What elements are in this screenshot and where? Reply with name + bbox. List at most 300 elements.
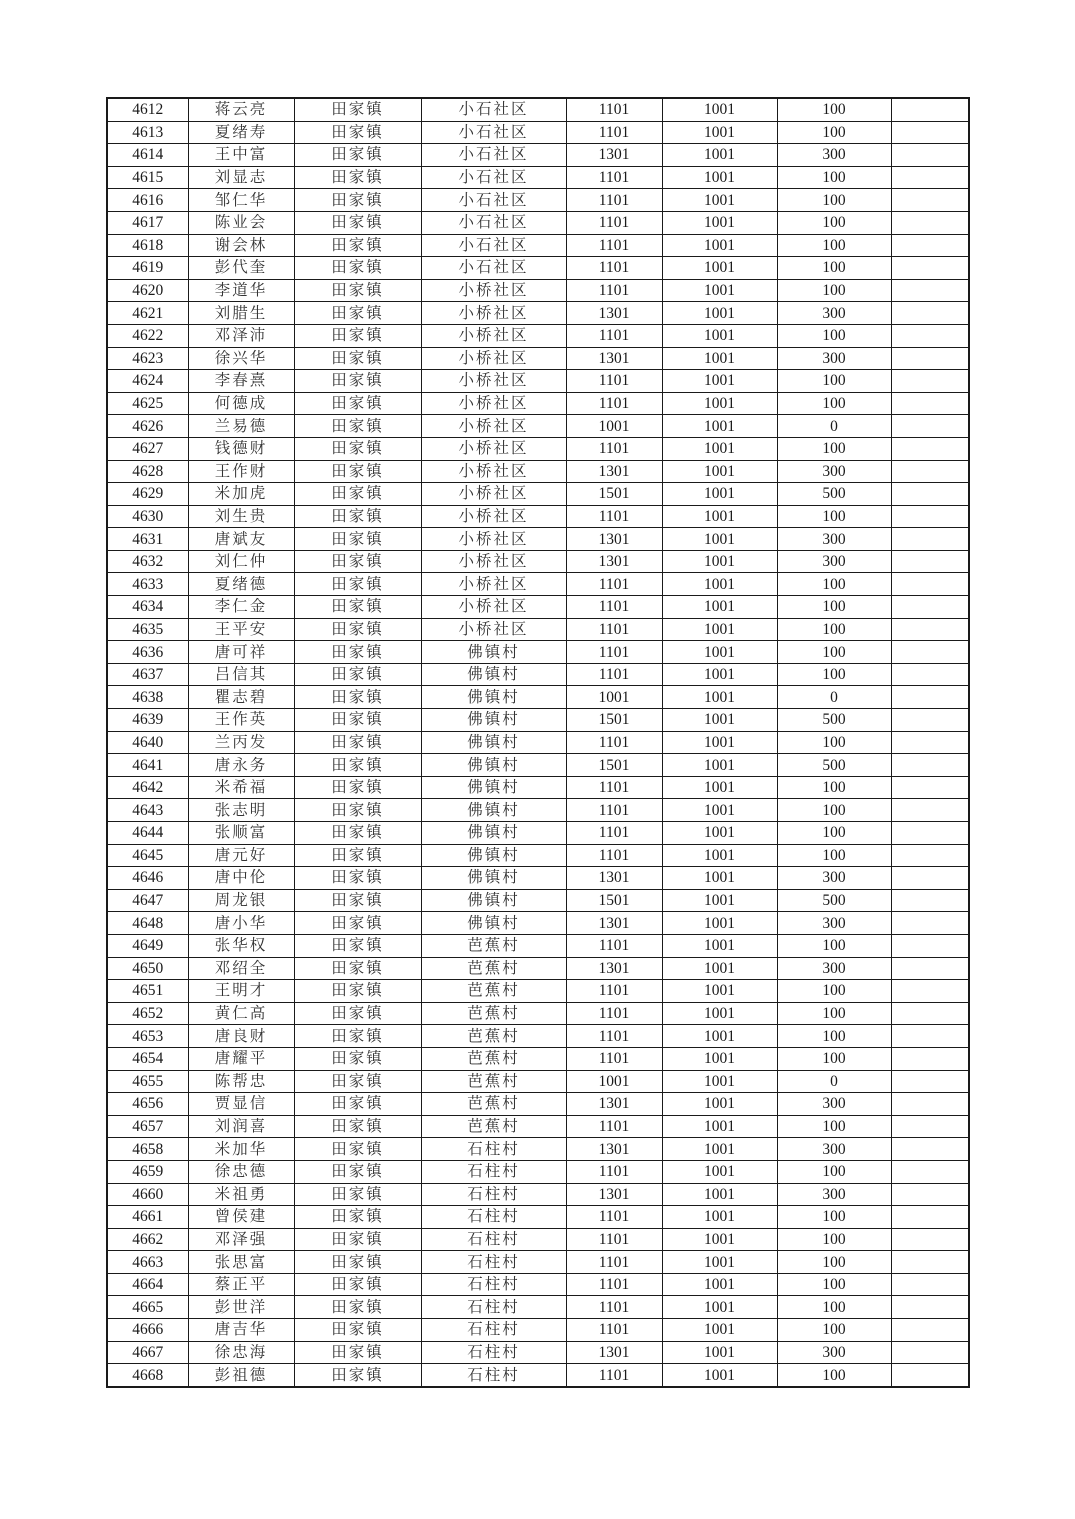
name-cell: 陈帮忠: [188, 1070, 294, 1093]
village-cell: 小石社区: [421, 211, 566, 234]
town-cell: 田家镇: [294, 347, 421, 370]
id-cell: 4660: [107, 1183, 188, 1206]
amount-cell: 100: [777, 596, 891, 619]
table-row: [107, 844, 969, 867]
code-b-cell: 1001: [662, 731, 777, 754]
remark-cell: [891, 867, 969, 890]
name-cell: 钱德财: [188, 437, 294, 460]
amount-cell: 0: [777, 415, 891, 438]
code-b-cell: 1001: [662, 1025, 777, 1048]
town-cell: 田家镇: [294, 1251, 421, 1274]
amount-cell: 100: [777, 1273, 891, 1296]
amount-cell: 300: [777, 1093, 891, 1116]
table-row: [107, 912, 969, 935]
name-cell: 张顺富: [188, 822, 294, 845]
table-row: [107, 934, 969, 957]
remark-cell: [891, 347, 969, 370]
code-b-cell: 1001: [662, 505, 777, 528]
name-cell: 张志明: [188, 799, 294, 822]
remark-cell: [891, 1047, 969, 1070]
code-b-cell: 1001: [662, 912, 777, 935]
village-cell: 小石社区: [421, 98, 566, 121]
id-cell: 4620: [107, 279, 188, 302]
code-a-cell: 1101: [566, 799, 662, 822]
code-b-cell: 1001: [662, 1002, 777, 1025]
name-cell: 米希福: [188, 776, 294, 799]
id-cell: 4617: [107, 211, 188, 234]
village-cell: 小桥社区: [421, 505, 566, 528]
village-cell: 石柱村: [421, 1251, 566, 1274]
town-cell: 田家镇: [294, 189, 421, 212]
name-cell: 何德成: [188, 392, 294, 415]
name-cell: 刘生贵: [188, 505, 294, 528]
town-cell: 田家镇: [294, 1206, 421, 1229]
table-row: [107, 528, 969, 551]
code-b-cell: 1001: [662, 1341, 777, 1364]
remark-cell: [891, 1093, 969, 1116]
village-cell: 小石社区: [421, 121, 566, 144]
village-cell: 小桥社区: [421, 550, 566, 573]
town-cell: 田家镇: [294, 596, 421, 619]
id-cell: 4647: [107, 889, 188, 912]
town-cell: 田家镇: [294, 731, 421, 754]
code-b-cell: 1001: [662, 98, 777, 121]
id-cell: 4658: [107, 1138, 188, 1161]
village-cell: 佛镇村: [421, 822, 566, 845]
amount-cell: 100: [777, 641, 891, 664]
amount-cell: 300: [777, 957, 891, 980]
amount-cell: 100: [777, 1047, 891, 1070]
table-row: [107, 596, 969, 619]
id-cell: 4639: [107, 709, 188, 732]
code-b-cell: 1001: [662, 392, 777, 415]
id-cell: 4624: [107, 370, 188, 393]
remark-cell: [891, 1070, 969, 1093]
village-cell: 小桥社区: [421, 528, 566, 551]
village-cell: 芭蕉村: [421, 1093, 566, 1116]
id-cell: 4622: [107, 324, 188, 347]
village-cell: 小桥社区: [421, 415, 566, 438]
code-b-cell: 1001: [662, 1183, 777, 1206]
code-b-cell: 1001: [662, 867, 777, 890]
table-row: [107, 1364, 969, 1387]
town-cell: 田家镇: [294, 822, 421, 845]
code-b-cell: 1001: [662, 121, 777, 144]
id-cell: 4650: [107, 957, 188, 980]
town-cell: 田家镇: [294, 799, 421, 822]
id-cell: 4626: [107, 415, 188, 438]
remark-cell: [891, 370, 969, 393]
remark-cell: [891, 302, 969, 325]
id-cell: 4666: [107, 1319, 188, 1342]
town-cell: 田家镇: [294, 709, 421, 732]
amount-cell: 100: [777, 505, 891, 528]
id-cell: 4619: [107, 257, 188, 280]
amount-cell: 500: [777, 483, 891, 506]
code-b-cell: 1001: [662, 415, 777, 438]
name-cell: 刘显志: [188, 166, 294, 189]
table-row: [107, 1251, 969, 1274]
name-cell: 刘腊生: [188, 302, 294, 325]
remark-cell: [891, 528, 969, 551]
amount-cell: 0: [777, 686, 891, 709]
id-cell: 4616: [107, 189, 188, 212]
amount-cell: 100: [777, 324, 891, 347]
id-cell: 4665: [107, 1296, 188, 1319]
code-b-cell: 1001: [662, 1047, 777, 1070]
village-cell: 小桥社区: [421, 483, 566, 506]
code-b-cell: 1001: [662, 460, 777, 483]
remark-cell: [891, 799, 969, 822]
amount-cell: 300: [777, 867, 891, 890]
name-cell: 彭祖德: [188, 1364, 294, 1387]
town-cell: 田家镇: [294, 1341, 421, 1364]
amount-cell: 500: [777, 754, 891, 777]
id-cell: 4612: [107, 98, 188, 121]
amount-cell: 100: [777, 980, 891, 1003]
code-b-cell: 1001: [662, 347, 777, 370]
table-row: [107, 1228, 969, 1251]
town-cell: 田家镇: [294, 550, 421, 573]
code-b-cell: 1001: [662, 1251, 777, 1274]
remark-cell: [891, 211, 969, 234]
code-a-cell: 1301: [566, 144, 662, 167]
amount-cell: 300: [777, 550, 891, 573]
remark-cell: [891, 257, 969, 280]
code-a-cell: 1101: [566, 663, 662, 686]
village-cell: 小石社区: [421, 189, 566, 212]
table-row: [107, 144, 969, 167]
town-cell: 田家镇: [294, 776, 421, 799]
code-a-cell: 1501: [566, 889, 662, 912]
table-row: [107, 1206, 969, 1229]
id-cell: 4615: [107, 166, 188, 189]
town-cell: 田家镇: [294, 234, 421, 257]
code-b-cell: 1001: [662, 957, 777, 980]
town-cell: 田家镇: [294, 844, 421, 867]
remark-cell: [891, 686, 969, 709]
code-a-cell: 1301: [566, 550, 662, 573]
code-a-cell: 1501: [566, 754, 662, 777]
amount-cell: 0: [777, 1070, 891, 1093]
name-cell: 唐永务: [188, 754, 294, 777]
code-a-cell: 1101: [566, 573, 662, 596]
name-cell: 王中富: [188, 144, 294, 167]
village-cell: 芭蕉村: [421, 980, 566, 1003]
village-cell: 小桥社区: [421, 596, 566, 619]
amount-cell: 100: [777, 618, 891, 641]
id-cell: 4636: [107, 641, 188, 664]
town-cell: 田家镇: [294, 166, 421, 189]
name-cell: 唐吉华: [188, 1319, 294, 1342]
code-a-cell: 1101: [566, 324, 662, 347]
table-row: [107, 1183, 969, 1206]
id-cell: 4625: [107, 392, 188, 415]
village-cell: 佛镇村: [421, 867, 566, 890]
table-row: [107, 166, 969, 189]
table-row: [107, 709, 969, 732]
code-b-cell: 1001: [662, 754, 777, 777]
name-cell: 夏绪德: [188, 573, 294, 596]
table-row: [107, 867, 969, 890]
amount-cell: 100: [777, 211, 891, 234]
amount-cell: 300: [777, 912, 891, 935]
id-cell: 4632: [107, 550, 188, 573]
table-row: [107, 1138, 969, 1161]
code-a-cell: 1001: [566, 1070, 662, 1093]
id-cell: 4659: [107, 1160, 188, 1183]
village-cell: 石柱村: [421, 1138, 566, 1161]
code-a-cell: 1101: [566, 1206, 662, 1229]
table-row: [107, 1093, 969, 1116]
table-row: [107, 980, 969, 1003]
village-cell: 小桥社区: [421, 460, 566, 483]
code-b-cell: 1001: [662, 1115, 777, 1138]
amount-cell: 100: [777, 934, 891, 957]
town-cell: 田家镇: [294, 934, 421, 957]
code-b-cell: 1001: [662, 1070, 777, 1093]
village-cell: 小桥社区: [421, 370, 566, 393]
remark-cell: [891, 754, 969, 777]
code-a-cell: 1101: [566, 98, 662, 121]
village-cell: 小石社区: [421, 166, 566, 189]
name-cell: 刘仁仲: [188, 550, 294, 573]
town-cell: 田家镇: [294, 1093, 421, 1116]
id-cell: 4633: [107, 573, 188, 596]
id-cell: 4667: [107, 1341, 188, 1364]
name-cell: 夏绪寿: [188, 121, 294, 144]
id-cell: 4630: [107, 505, 188, 528]
code-a-cell: 1101: [566, 279, 662, 302]
code-b-cell: 1001: [662, 1364, 777, 1387]
id-cell: 4652: [107, 1002, 188, 1025]
code-a-cell: 1301: [566, 867, 662, 890]
code-a-cell: 1101: [566, 392, 662, 415]
village-cell: 小桥社区: [421, 618, 566, 641]
table-row: [107, 731, 969, 754]
name-cell: 谢会林: [188, 234, 294, 257]
remark-cell: [891, 1002, 969, 1025]
code-b-cell: 1001: [662, 550, 777, 573]
remark-cell: [891, 279, 969, 302]
name-cell: 蒋云亮: [188, 98, 294, 121]
amount-cell: 300: [777, 1341, 891, 1364]
code-a-cell: 1101: [566, 370, 662, 393]
amount-cell: 300: [777, 460, 891, 483]
code-b-cell: 1001: [662, 618, 777, 641]
town-cell: 田家镇: [294, 1002, 421, 1025]
code-a-cell: 1301: [566, 302, 662, 325]
town-cell: 田家镇: [294, 144, 421, 167]
name-cell: 李道华: [188, 279, 294, 302]
town-cell: 田家镇: [294, 1296, 421, 1319]
amount-cell: 100: [777, 776, 891, 799]
table-row: [107, 776, 969, 799]
code-a-cell: 1301: [566, 528, 662, 551]
code-b-cell: 1001: [662, 844, 777, 867]
document-page: [106, 97, 970, 1388]
code-b-cell: 1001: [662, 799, 777, 822]
code-b-cell: 1001: [662, 663, 777, 686]
village-cell: 佛镇村: [421, 912, 566, 935]
id-cell: 4637: [107, 663, 188, 686]
town-cell: 田家镇: [294, 392, 421, 415]
name-cell: 吕信其: [188, 663, 294, 686]
id-cell: 4640: [107, 731, 188, 754]
id-cell: 4646: [107, 867, 188, 890]
name-cell: 米加华: [188, 1138, 294, 1161]
name-cell: 徐兴华: [188, 347, 294, 370]
remark-cell: [891, 709, 969, 732]
village-cell: 佛镇村: [421, 663, 566, 686]
table-row: [107, 1160, 969, 1183]
amount-cell: 100: [777, 121, 891, 144]
code-a-cell: 1101: [566, 1160, 662, 1183]
code-b-cell: 1001: [662, 596, 777, 619]
id-cell: 4654: [107, 1047, 188, 1070]
id-cell: 4661: [107, 1206, 188, 1229]
id-cell: 4664: [107, 1273, 188, 1296]
remark-cell: [891, 889, 969, 912]
code-a-cell: 1101: [566, 1319, 662, 1342]
remark-cell: [891, 573, 969, 596]
town-cell: 田家镇: [294, 980, 421, 1003]
id-cell: 4634: [107, 596, 188, 619]
code-b-cell: 1001: [662, 483, 777, 506]
remark-cell: [891, 1296, 969, 1319]
remark-cell: [891, 189, 969, 212]
code-a-cell: 1101: [566, 1228, 662, 1251]
name-cell: 陈业会: [188, 211, 294, 234]
name-cell: 米加虎: [188, 483, 294, 506]
town-cell: 田家镇: [294, 686, 421, 709]
table-row: [107, 1341, 969, 1364]
code-a-cell: 1101: [566, 505, 662, 528]
code-a-cell: 1101: [566, 1025, 662, 1048]
table-row: [107, 302, 969, 325]
amount-cell: 100: [777, 844, 891, 867]
table-row: [107, 279, 969, 302]
code-a-cell: 1101: [566, 257, 662, 280]
town-cell: 田家镇: [294, 1047, 421, 1070]
town-cell: 田家镇: [294, 663, 421, 686]
table-row: [107, 257, 969, 280]
code-a-cell: 1301: [566, 1093, 662, 1116]
id-cell: 4642: [107, 776, 188, 799]
id-cell: 4668: [107, 1364, 188, 1387]
code-b-cell: 1001: [662, 1273, 777, 1296]
code-b-cell: 1001: [662, 686, 777, 709]
id-cell: 4657: [107, 1115, 188, 1138]
name-cell: 唐中伦: [188, 867, 294, 890]
id-cell: 4635: [107, 618, 188, 641]
name-cell: 刘润喜: [188, 1115, 294, 1138]
id-cell: 4643: [107, 799, 188, 822]
code-b-cell: 1001: [662, 980, 777, 1003]
code-a-cell: 1101: [566, 1251, 662, 1274]
code-b-cell: 1001: [662, 573, 777, 596]
village-cell: 小桥社区: [421, 573, 566, 596]
town-cell: 田家镇: [294, 460, 421, 483]
amount-cell: 100: [777, 392, 891, 415]
village-cell: 小石社区: [421, 144, 566, 167]
remark-cell: [891, 392, 969, 415]
table-row: [107, 573, 969, 596]
town-cell: 田家镇: [294, 98, 421, 121]
remark-cell: [891, 437, 969, 460]
id-cell: 4662: [107, 1228, 188, 1251]
town-cell: 田家镇: [294, 1364, 421, 1387]
table-row: [107, 211, 969, 234]
code-a-cell: 1101: [566, 121, 662, 144]
code-a-cell: 1101: [566, 211, 662, 234]
id-cell: 4629: [107, 483, 188, 506]
code-b-cell: 1001: [662, 641, 777, 664]
amount-cell: 100: [777, 234, 891, 257]
remark-cell: [891, 1364, 969, 1387]
town-cell: 田家镇: [294, 912, 421, 935]
table-row: [107, 234, 969, 257]
code-b-cell: 1001: [662, 302, 777, 325]
village-cell: 佛镇村: [421, 776, 566, 799]
code-b-cell: 1001: [662, 709, 777, 732]
village-cell: 石柱村: [421, 1160, 566, 1183]
table-row: [107, 121, 969, 144]
table-row: [107, 663, 969, 686]
id-cell: 4621: [107, 302, 188, 325]
village-cell: 芭蕉村: [421, 1070, 566, 1093]
table-row: [107, 550, 969, 573]
name-cell: 邓泽强: [188, 1228, 294, 1251]
name-cell: 唐耀平: [188, 1047, 294, 1070]
town-cell: 田家镇: [294, 1160, 421, 1183]
amount-cell: 100: [777, 1206, 891, 1229]
village-cell: 石柱村: [421, 1296, 566, 1319]
table-row: [107, 1047, 969, 1070]
table-row: [107, 1296, 969, 1319]
town-cell: 田家镇: [294, 1228, 421, 1251]
name-cell: 王平安: [188, 618, 294, 641]
code-b-cell: 1001: [662, 1319, 777, 1342]
code-b-cell: 1001: [662, 211, 777, 234]
code-a-cell: 1501: [566, 483, 662, 506]
amount-cell: 100: [777, 822, 891, 845]
table-row: [107, 686, 969, 709]
name-cell: 唐良财: [188, 1025, 294, 1048]
name-cell: 徐忠海: [188, 1341, 294, 1364]
amount-cell: 100: [777, 1002, 891, 1025]
amount-cell: 100: [777, 437, 891, 460]
town-cell: 田家镇: [294, 867, 421, 890]
village-cell: 石柱村: [421, 1364, 566, 1387]
remark-cell: [891, 324, 969, 347]
remark-cell: [891, 415, 969, 438]
amount-cell: 300: [777, 144, 891, 167]
code-a-cell: 1301: [566, 1138, 662, 1161]
town-cell: 田家镇: [294, 1070, 421, 1093]
town-cell: 田家镇: [294, 957, 421, 980]
code-b-cell: 1001: [662, 1206, 777, 1229]
village-cell: 石柱村: [421, 1319, 566, 1342]
code-b-cell: 1001: [662, 776, 777, 799]
code-b-cell: 1001: [662, 1160, 777, 1183]
name-cell: 邹仁华: [188, 189, 294, 212]
town-cell: 田家镇: [294, 1138, 421, 1161]
amount-cell: 100: [777, 1025, 891, 1048]
town-cell: 田家镇: [294, 370, 421, 393]
remark-cell: [891, 1183, 969, 1206]
remark-cell: [891, 1319, 969, 1342]
